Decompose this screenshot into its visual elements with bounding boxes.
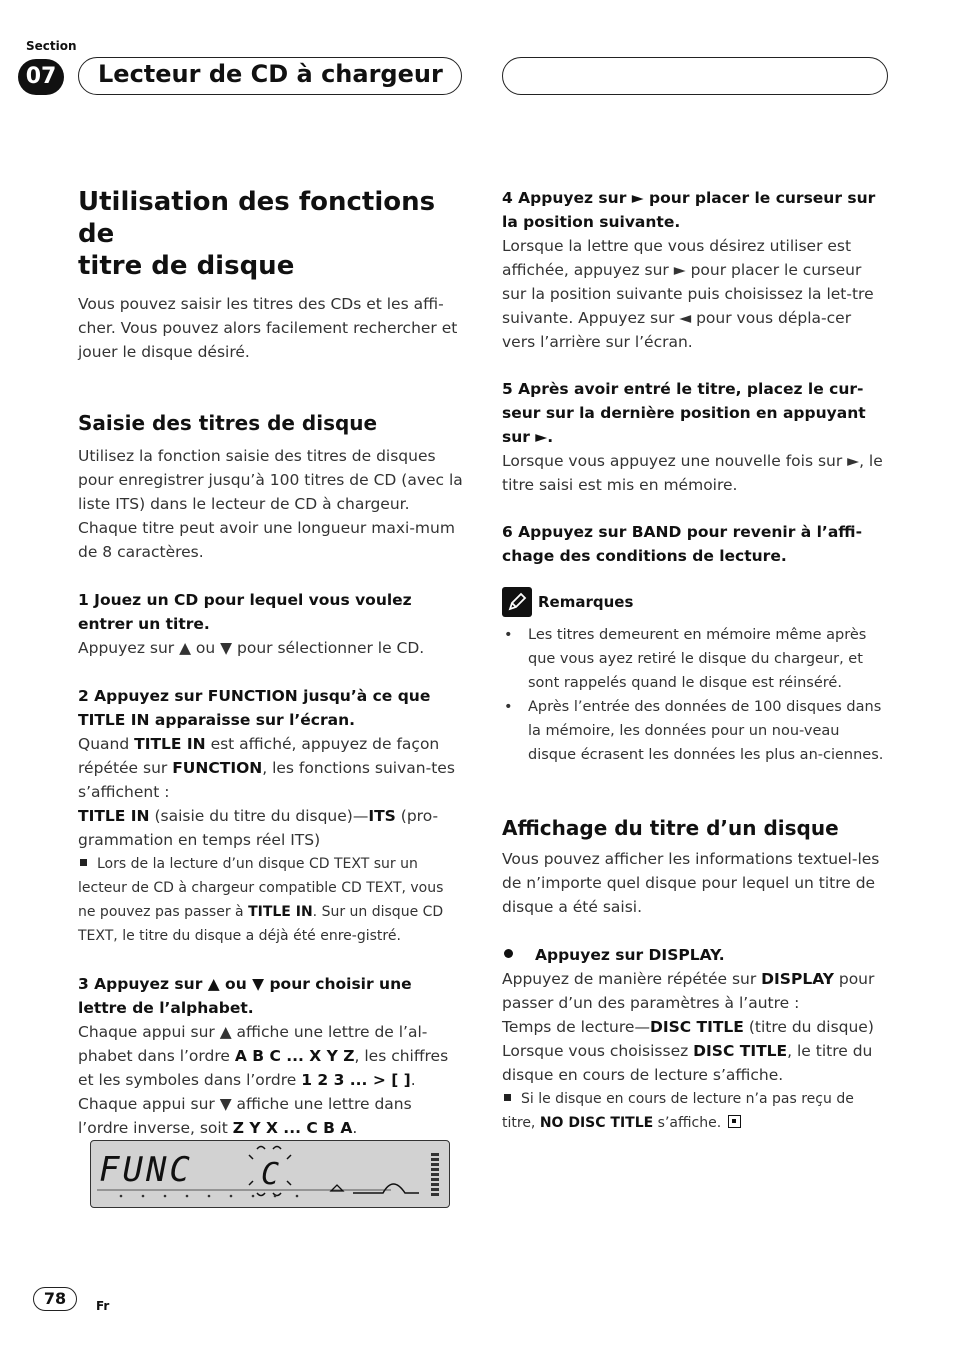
- step-6-title: 6 Appuyez sur BAND pour revenir à l’affi-chage des conditions de lecture.: [502, 523, 862, 565]
- lcd-cursor-char: C: [261, 1157, 280, 1192]
- main-title-line2: titre de disque: [78, 251, 295, 281]
- step-5-title: 5 Après avoir entré le titre, placez le cur-seur sur la dernière position en appuyant sur ►.: [502, 380, 866, 446]
- remarks-header: [502, 587, 888, 617]
- step-2-note: Lors de la lecture d’un disque CD TEXT sur un lecteur de CD à chargeur compatible CD TEXT, vous ne pouvez pas passer à TITLE IN. Sur un disque CD TEXT, le titre du disque a déjà été enre-gistré.: [78, 856, 444, 944]
- note-square-icon: [504, 1094, 511, 1101]
- right-column: [502, 186, 888, 1135]
- step-4-title: 4 Appuyez sur ► pour placer le curseur sur la position suivante.: [502, 189, 876, 231]
- saisie-heading: Saisie des titres de disque: [78, 411, 378, 435]
- lcd-dot-row: [120, 1195, 299, 1198]
- step-3-title: 3 Appuyez sur ▲ ou ▼ pour choisir une lettre de l’alphabet.: [78, 975, 412, 1017]
- step-3-body: Chaque appui sur ▲ affiche une lettre de l’al-phabet dans l’ordre A B C ... X Y Z, les chiffres et les symboles dans l’ordre 1 2 3 ... > [ ]. Chaque appui sur ▼ affiche une lettre dans l’ordre inverse, soit Z Y X ... C B A.: [78, 1023, 449, 1137]
- display-step-result: Lorsque vous choisissez DISC TITLE, le titre du disque en cours de lecture s’affiche.: [502, 1042, 873, 1084]
- header-title: Lecteur de CD à chargeur: [98, 60, 443, 88]
- affichage-paragraph: Vous pouvez afficher les informations textuel-les de n’importe quel disque pour lequel un titre de disque a été saisi.: [502, 850, 880, 916]
- bullet-dot-icon: [504, 949, 513, 958]
- remarks-list: [502, 623, 888, 767]
- step-5-body: Lorsque vous appuyez une nouvelle fois sur ►, le titre saisi est mis en mémoire.: [502, 452, 883, 494]
- lcd-level-meter: [431, 1153, 439, 1196]
- remarks-label: Remarques: [538, 593, 634, 611]
- main-title-line1: Utilisation des fonctions de: [78, 187, 436, 249]
- remark-item: • Après l’entrée des données de 100 disques dans la mémoire, les données pour un nou-veau disque écrasent les données les plus an-ciennes.: [502, 695, 888, 767]
- section-label: Section: [26, 39, 77, 53]
- pencil-icon: [502, 587, 532, 617]
- end-mark-icon: [728, 1115, 741, 1128]
- display-step-title: Appuyez sur DISPLAY.: [502, 943, 888, 967]
- step-2-functions: TITLE IN (saisie du titre du disque)—ITS (pro-grammation en temps réel ITS): [78, 807, 439, 849]
- left-column: [78, 186, 464, 1140]
- step-1-title: 1 Jouez un CD pour lequel vous voulez entrer un titre.: [78, 591, 412, 633]
- page-number: 78: [33, 1287, 77, 1311]
- section-number-badge: 07: [18, 59, 64, 95]
- saisie-paragraph: Utilisez la fonction saisie des titres de disques pour enregistrer jusqu’à 100 titres de CD (avec la liste ITS) dans le lecteur de CD à chargeur. Chaque titre peut avoir une longueur maxi-mum de 8 caractères.: [78, 447, 463, 561]
- step-2-title: 2 Appuyez sur FUNCTION jusqu’à ce que TITLE IN apparaisse sur l’écran.: [78, 687, 431, 729]
- main-title: [78, 186, 464, 282]
- step-2-body: Quand TITLE IN est affiché, appuyez de façon répétée sur FUNCTION, les fonctions suivan-tes s’affichent :: [78, 735, 455, 801]
- remark-item: • Les titres demeurent en mémoire même après que vous ayez retiré le disque du chargeur, et sont rappelés quand le disque est réinséré.: [502, 623, 888, 695]
- display-step-body: Appuyez de manière répétée sur DISPLAY pour passer d’un des paramètres à l’autre : Temps de lecture—DISC TITLE (titre du disque): [502, 970, 875, 1036]
- intro-paragraph: Vous pouvez saisir les titres des CDs et les affi-cher. Vous pouvez alors facilement rechercher et jouer le disque désiré.: [78, 295, 458, 361]
- lcd-wave-icon: [353, 1184, 419, 1193]
- language-label: Fr: [96, 1299, 110, 1313]
- affichage-heading: Affichage du titre d’un disque: [502, 816, 839, 840]
- header-empty-frame: [502, 57, 888, 95]
- display-note: Si le disque en cours de lecture n’a pas reçu de titre, NO DISC TITLE s’affiche.: [502, 1091, 854, 1131]
- lcd-func-text: FUNC: [99, 1150, 193, 1190]
- lcd-display-graphic: [91, 1141, 448, 1206]
- step-4-body: Lorsque la lettre que vous désirez utiliser est affichée, appuyez sur ► pour placer le curseur sur la position suivante puis choisissez la let-tre suivante. Appuyez sur ◄ pour vous dépla-cer vers l’arrière sur l’écran.: [502, 237, 874, 351]
- lcd-display-illustration: [90, 1140, 450, 1208]
- note-square-icon: [80, 859, 87, 866]
- step-1-body: Appuyez sur ▲ ou ▼ pour sélectionner le CD.: [78, 639, 425, 657]
